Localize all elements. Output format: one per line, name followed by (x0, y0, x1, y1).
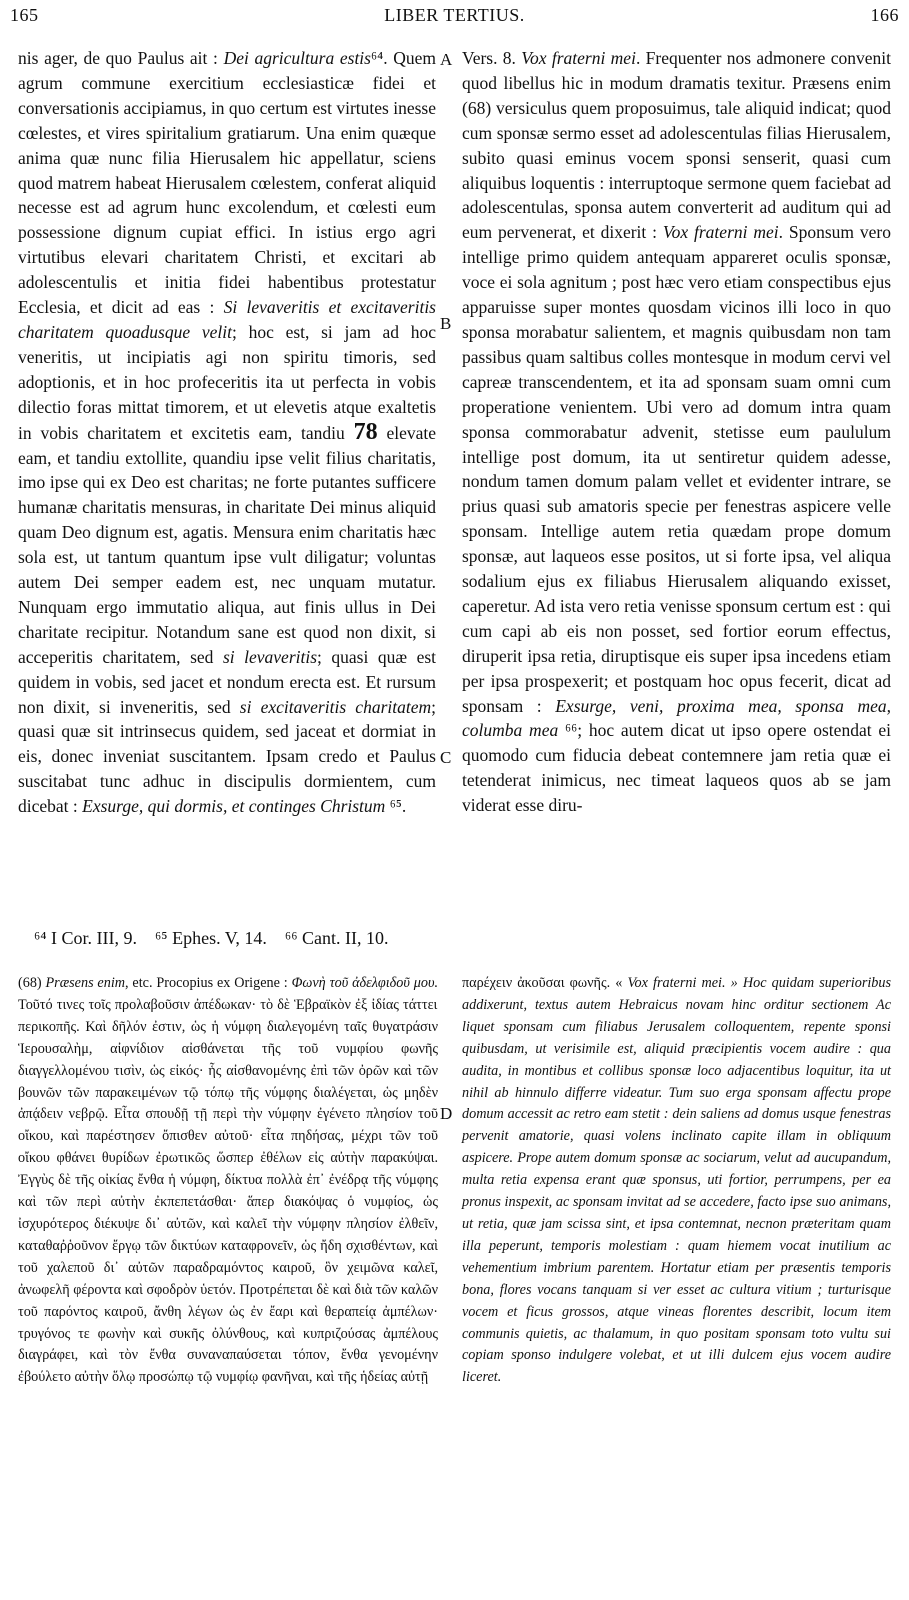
page-number-left: 165 (10, 5, 39, 25)
commentary-note-right-column (462, 973, 891, 1389)
main-text-right-column (462, 46, 891, 818)
margin-letter-a: A (440, 50, 453, 69)
running-title: LIBER TERTIUS. (384, 5, 525, 25)
commentary-note-left-column (18, 973, 438, 1389)
right-paragraph: Vers. 8. Vox fraterni mei. Frequenter nos admonere convenit quod libellus hic in modum dramatis texitur. Præsens enim (68) versiculus quem proposuimus, tale aliquid indicat; quod cum sponsæ sermo esset ad adolescentulas filias Hierusalem, subito quasi eminus vocem sponsi senserit, quasi cum aliquibus loquentis : interruptoque sermone quem faciebat ad adolescentulas, sponsa autem converterit ad auditum qui ad eum pervenerat, et dixerit : Vox fraterni mei. Sponsum vero intellige primo quidem antequam appareret oculis sponsæ, voce ei sola agnitum ; post hæc vero etiam conspectibus ejus apparuisse super montes quosdam vicinos illi loco in quo sponsa morabatur salientem, et magnis quibusdam non tam passibus quam saltibus colles montesque in modum cervi vel capreæ transcendentem, et ita ad sponsam suam omni cum properatione venientem. Ubi vero ad domum intra quam sponsa commorabatur advenit, stetisse eum paululum intellige post domum, ita ut sentiretur quidem adesse, nondum tamen domum palam vellet et evidenter intrare, se prius quasi sub amatoris specie per fenestras aspicere velle sponsam. Intellige autem retia quædam prope domum sponsæ, aut laqueos esse positos, ut si forte ipsa, vel aliqua sodalium ejus ex filiabus Hierusalem aliquando exisset, caperetur. Ad ista vero retia venisse sponsum certum est : qui cum capi ab eis non posset, sed fortior eorum effectus, diruperit ipsa retia, diruptisque eis super ipsa incedens etiam per ipsa prospexerit; et postquam hoc opus fecerit, dicat ad sponsam : Exsurge, veni, proxima mea, sponsa mea, columba mea ⁶⁶; hoc autem dicat ut ipso opere ostendat ei quomodo cum fiducia debeat contemnere jam retia quæ ei tetenderat inimicus, nec timeat laqueos quos ab se jam viderat esse diru- (462, 48, 892, 816)
footnote-references: ⁶⁴ I Cor. III, 9. ⁶⁵ Ephes. V, 14. ⁶⁶ Cant. II, 10. (34, 928, 389, 948)
left-paragraph: nis ager, de quo Paulus ait : Dei agricultura estis⁶⁴. Quem agrum commune exercitium ecclesiasticæ fidei et conversationis accipiamus, in quo certum est virtutes inesse cœlestes, et vires spiritalium gratiarum. Una enim quæque anima quæ nunc filia Hierusalem hic appellatur, sciens quod matrem habeat Hierusalem cœlestem, conferat aliquid necesse est ad agrum hunc excolendum, et cœlesti eum possessione dignum cupiat effici. In istius ergo agri virtutibus elevari charitatem Christi, et excitari ab adolescentulis et initia fidei habentibus protestatur Ecclesia, et dicit ad eas : Si levaveritis et excitaveritis charitatem quoadusque velit; hoc est, si jam ad hoc veneritis, ut incipiatis agi non spiritu timoris, sed adoptionis, et in hoc profeceritis ita ut perfecta in vobis dilectio foras mittat timorem, et ut elevetis atque exaltetis in vobis charitatem et excitetis eam, tandiu 78 elevate eam, et tandiu extollite, quandiu ipse velit filius charitatis, imo ipse qui ex Deo est charitas; ne forte putantes sufficere humanæ charitatis mensuras, in charitate Dei minus aliquid quam Deo dignum est, agatis. Mensura enim charitatis hæc sola est, ut tantum quantum ipse vult diligatur; voluntas autem Dei semper eadem est, nec unquam mutatur. Nunquam ergo immutatio aliqua, aut finis ullus in Dei charitate recipitur. Notandum sane est quod non dixit, si acceperitis charitatem, sed si levaveritis; quasi quæ est quidem in vobis, sed jacet et nondum erecta est. Et rursum non dixit, si inveneritis, sed si excitaveritis charitatem; quasi quæ sit intrinsecus quidem, sed jaceat et dormiat in eis, donec inveniat suscitantem. Ipsam credo et Paulus suscitabat tunc adhuc in discipulis dormientem, cum dicebat : Exsurge, qui dormis, et continges Christum ⁶⁵. (18, 48, 437, 817)
note-left-paragraph: (68) Præsens enim, etc. Procopius ex Origene : Φωνὴ τοῦ ἀδελφιδοῦ μου. Τοῦτό τινες τοῖς προλαβοῦσιν ἀπέδωκαν· τὸ δὲ Ἑβραϊκὸν ἐξ ἰδίας τάττει περικοπῆς. Καὶ δῆλόν ἐστιν, ὡς ἡ νύμφη διαλεγομένη ταῖς θυγατράσιν Ἱερουσαλὴμ, αἰφνίδιον αἰσθάνεται τῆς τοῦ νυμφίου φωνῆς διαγγελλομένου τισὶν, ὡς εἰκός· ἧς αἰσθανομένης ἐπὶ τῶν ὀρῶν καὶ τῶν βουνῶν τῶν παρακειμένων τῷ τόπῳ τῆς νύμφης διαλέγεται, ὡς μηδὲν ἀπᾴδειν νεβρῷ. Εἶτα σπουδῇ τῇ περὶ τὴν νύμφην ἐγένετο πλησίον τοῦ οἴκου, καὶ παρέστησεν ὄπισθεν αὐτοῦ· εἶτα πηδήσας, μέχρι τῶν τοῦ οἴκου φθάνει θυρίδων ἐρωτικῶς ὥσπερ ἐθέλων εἰς αὐτὴν παρακύψαι. Ἐγγὺς δὲ τῆς οἰκίας ἔνθα ἡ νύμφη, δίκτυα πολλὰ ἐπ᾽ ἐνέδρᾳ τῆς νύμφης καὶ τῶν περὶ αὐτὴν ἐκπεπετάσθαι· ἅπερ διακόψας ὁ νυμφίος, ὡς ἰσχυρότερος διέκυψε δι᾽ αὐτῶν, καὶ καλεῖ τὴν νύμφην πλησίον ἐλθεῖν, καταθαῤῥοῦνον ἔργῳ τῶν δικτύων καταφρονεῖν, ὡς ἤδη σχισθέντων, καὶ τοῦ χαλεποῦ δι᾽ αὐτῶν παραδραμόντος καιροῦ, ὃν χειμῶνα καλεῖ, ἀνωφελῆ φέροντα καὶ σφοδρὸν ὑετόν. Προτρέπεται δὲ καὶ διὰ τῶν καλῶν τοῦ παρόντος καιροῦ, ἄνθη λέγων ὡς ἐν ἔαρι καὶ θεραπείᾳ ἀμπέλων· τρυγόνος τε φωνὴν καὶ συκῆς ὀλύνθους, καὶ κυπριζούσας ἀμπέλους διαγράφει, καὶ τὸν ἔνθα συναναπαύσεται τόπον, ἔνθα γενομένην ἐβούλετο αὐτὴν ὅλῳ προσώπῳ τῷ νυμφίῳ φανῆναι, καὶ τῆς ἡδείας αὐτῇ (18, 975, 439, 1386)
note-right-paragraph: παρέχειν ἀκοῦσαι φωνῆς. « Vox fraterni mei. » Hoc quidam superioribus addixerunt, textus autem Hebraicus novam hinc orditur sectionem Ac liquet sponsam cum filiabus Jerusalem colloquentem, repente sponsi quibusdam, ut verisimile est, aliquid præcipientis vocem audire : qua audita, in montibus et collibus sponsæ loco adjacentibus loquitur, ita ut nihil ab hinnulo differre videatur. Tum suo erga sponsam affectu prope domum accessit ac retro eam stetit : dein saliens ad domus usque fenestras pervenit amatorie, quasi volens inclinato capite illam in obliquum aspicere. Prope autem domum sponsæ ac sociarum, velut ad aucupandum, multa retia expensa erant quæ sponsus, uti fortior, perrumpens, per ea pronus inspexit, ac sponsam invitat ad se accedere, facto ipse suo animans, ut retia, quæ jam scissa sint, et ipsa contemnat, necnon præteritam quam illa peperunt, temporis molestiam : quam hiemem vocat inutilium ac vehementium imbrium parentem. Hortatur etiam per præsentis temporis bona, flores vocans tanquam si ver esset ac cultura vitium ; turturisque vocem et ficus grossos, atque vineas florentes describit, locum item communis quietis, ac thalamum, in quo positam sponsam toto vultu sui copiam sponso indulgere volebat, et ut illi dulcem ejus vocem audire liceret. (462, 975, 891, 1386)
margin-letter-b: B (440, 314, 452, 333)
margin-letter-c: C (440, 748, 452, 767)
page-number-right: 166 (870, 5, 899, 25)
column-number-marker: 78 (353, 418, 378, 445)
running-header (10, 5, 899, 31)
margin-letter-d: D (440, 1104, 453, 1123)
main-text-left-column (18, 46, 436, 819)
